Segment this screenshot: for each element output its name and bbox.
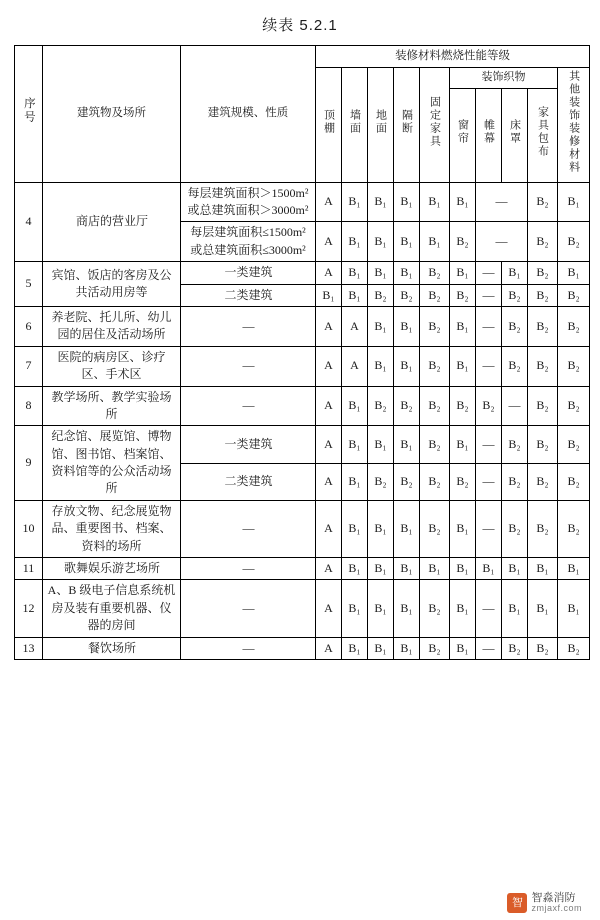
cell-grade: B₂ <box>502 426 528 463</box>
cell-grade: B₁ <box>558 182 590 222</box>
cell-scale: 每层建筑面积＞1500m² 或总建筑面积＞3000m² <box>181 182 316 222</box>
th-floor <box>368 67 394 182</box>
cell-grade: B₁ <box>476 558 502 580</box>
cell-grade: A <box>316 558 342 580</box>
cell-grade: — <box>476 500 502 557</box>
watermark-name: 智淼消防 <box>531 892 576 905</box>
cell-grade: A <box>342 346 368 386</box>
table-row <box>15 386 590 426</box>
cell-grade: — <box>502 386 528 426</box>
cell-seq: 13 <box>15 637 43 659</box>
cell-grade: — <box>476 284 502 306</box>
cell-grade: B₂ <box>420 284 450 306</box>
cell-grade: B₁ <box>450 500 476 557</box>
cell-grade: B₁ <box>502 262 528 284</box>
th-partition <box>394 67 420 182</box>
cell-building: 纪念馆、展览馆、博物馆、图书馆、档案馆、资料馆等的公众活动场所 <box>43 426 181 501</box>
cell-grade: B₂ <box>502 637 528 659</box>
cell-grade: B₁ <box>342 426 368 463</box>
table-row <box>15 262 590 284</box>
table-row <box>15 637 590 659</box>
table-row <box>15 580 590 637</box>
cell-grade: B₁ <box>528 558 558 580</box>
cell-grade: B₁ <box>368 558 394 580</box>
cell-grade: A <box>316 346 342 386</box>
table-row <box>15 306 590 346</box>
cell-grade: B₁ <box>450 580 476 637</box>
cell-grade: — <box>476 426 502 463</box>
cell-grade: B₂ <box>420 426 450 463</box>
th-other-materials <box>558 67 590 182</box>
cell-grade: B₁ <box>394 426 420 463</box>
cell-grade: B₂ <box>528 284 558 306</box>
cell-grade: B₂ <box>528 182 558 222</box>
th-wall <box>342 67 368 182</box>
cell-grade: B₂ <box>502 500 528 557</box>
cell-scale: 二类建筑 <box>181 463 316 500</box>
cell-grade: B₂ <box>368 386 394 426</box>
cell-grade: B₂ <box>420 500 450 557</box>
cell-scale: — <box>181 346 316 386</box>
th-floor-label: 地面 <box>374 108 387 135</box>
cell-grade: B₁ <box>502 580 528 637</box>
cell-grade: B₁ <box>502 558 528 580</box>
cell-grade: A <box>316 222 342 262</box>
cell-grade: A <box>316 306 342 346</box>
cell-grade: B₂ <box>502 306 528 346</box>
cell-grade: B₁ <box>558 580 590 637</box>
cell-grade: B₂ <box>528 222 558 262</box>
th-group-title: 装修材料燃烧性能等级 <box>316 46 590 68</box>
cell-grade: B₁ <box>394 306 420 346</box>
th-ceiling-label: 顶棚 <box>322 108 335 135</box>
cell-seq: 11 <box>15 558 43 580</box>
cell-grade: B₂ <box>420 637 450 659</box>
cell-grade: B₁ <box>420 182 450 222</box>
table-header-row-1 <box>15 46 590 68</box>
cell-grade: B₂ <box>420 262 450 284</box>
cell-scale: — <box>181 637 316 659</box>
cell-grade: B₁ <box>368 426 394 463</box>
cell-grade: B₁ <box>342 222 368 262</box>
cell-grade: B₂ <box>528 262 558 284</box>
cell-grade: B₁ <box>342 386 368 426</box>
cell-scale: — <box>181 386 316 426</box>
cell-grade: B₂ <box>420 306 450 346</box>
cell-grade: B₁ <box>342 558 368 580</box>
cell-grade: B₁ <box>342 463 368 500</box>
cell-grade: B₁ <box>450 182 476 222</box>
cell-grade: B₁ <box>558 262 590 284</box>
cell-grade: A <box>316 463 342 500</box>
th-fixed-furniture <box>420 67 450 182</box>
cell-building: 歌舞娱乐游艺场所 <box>43 558 181 580</box>
cell-seq: 12 <box>15 580 43 637</box>
cell-grade: B₂ <box>368 284 394 306</box>
cell-grade: B₁ <box>368 580 394 637</box>
cell-grade: B₁ <box>420 222 450 262</box>
th-curtain-label: 窗帘 <box>456 119 469 146</box>
cell-grade: B₂ <box>420 386 450 426</box>
th-upholstery <box>528 88 558 182</box>
cell-grade: B₂ <box>394 386 420 426</box>
table-row <box>15 346 590 386</box>
cell-scale: — <box>181 580 316 637</box>
cell-grade: A <box>342 306 368 346</box>
cell-grade: B₂ <box>558 284 590 306</box>
th-partition-label: 隔断 <box>400 108 413 135</box>
cell-grade: B₂ <box>394 284 420 306</box>
cell-grade: B₂ <box>420 346 450 386</box>
cell-grade: B₁ <box>450 637 476 659</box>
th-drapery <box>476 88 502 182</box>
th-other-materials-label: 其他装饰装修材料 <box>567 69 580 174</box>
cell-grade: B₁ <box>342 284 368 306</box>
cell-grade: A <box>316 386 342 426</box>
cell-grade: B₁ <box>558 558 590 580</box>
cell-scale: 二类建筑 <box>181 284 316 306</box>
cell-grade: B₁ <box>528 580 558 637</box>
cell-grade: B₁ <box>368 346 394 386</box>
cell-grade: B₁ <box>368 637 394 659</box>
cell-building: 宾馆、饭店的客房及公共活动用房等 <box>43 262 181 307</box>
cell-building: 养老院、托儿所、幼儿园的居住及活动场所 <box>43 306 181 346</box>
cell-grade: — <box>476 346 502 386</box>
cell-grade: B₁ <box>342 580 368 637</box>
cell-building: 餐饮场所 <box>43 637 181 659</box>
cell-grade: B₂ <box>528 463 558 500</box>
cell-grade: B₂ <box>558 386 590 426</box>
cell-grade: — <box>476 306 502 346</box>
cell-grade: B₂ <box>558 426 590 463</box>
table-row <box>15 426 590 463</box>
cell-grade: B₂ <box>420 580 450 637</box>
cell-grade: B₁ <box>316 284 342 306</box>
cell-grade: B₁ <box>394 222 420 262</box>
cell-grade: B₁ <box>394 558 420 580</box>
cell-grade: B₁ <box>394 637 420 659</box>
cell-seq: 8 <box>15 386 43 426</box>
cell-scale: 一类建筑 <box>181 262 316 284</box>
cell-building: 存放文物、纪念展览物品、重要图书、档案、资料的场所 <box>43 500 181 557</box>
cell-scale: 一类建筑 <box>181 426 316 463</box>
cell-grade: B₂ <box>558 306 590 346</box>
cell-grade: — <box>476 262 502 284</box>
th-seq-label: 序号 <box>22 97 35 125</box>
cell-building: A、B 级电子信息系统机房及装有重要机器、仪器的房间 <box>43 580 181 637</box>
cell-grade: B₂ <box>558 500 590 557</box>
cell-grade: B₂ <box>476 386 502 426</box>
th-fabric-group: 装饰织物 <box>450 67 558 88</box>
cell-grade: B₁ <box>368 306 394 346</box>
cell-grade: — <box>476 580 502 637</box>
cell-grade: B₂ <box>558 222 590 262</box>
th-scale: 建筑规模、性质 <box>181 46 316 183</box>
cell-grade: B₂ <box>420 463 450 500</box>
watermark-url: zmjaxf.com <box>531 903 582 914</box>
cell-grade: B₂ <box>502 463 528 500</box>
cell-grade: A <box>316 426 342 463</box>
cell-scale: — <box>181 306 316 346</box>
cell-scale: — <box>181 558 316 580</box>
cell-grade: B₂ <box>368 463 394 500</box>
cell-grade: B₂ <box>450 284 476 306</box>
fire-rating-table <box>14 45 590 660</box>
cell-grade: B₁ <box>342 500 368 557</box>
cell-grade: A <box>316 182 342 222</box>
cell-grade: B₂ <box>528 500 558 557</box>
table-row <box>15 500 590 557</box>
th-ceiling <box>316 67 342 182</box>
cell-grade: B₂ <box>528 637 558 659</box>
cell-grade: — <box>476 463 502 500</box>
page-title: 续表 5.2.1 <box>262 17 338 34</box>
cell-grade: B₂ <box>558 637 590 659</box>
cell-grade: A <box>316 262 342 284</box>
cell-grade: B₂ <box>528 306 558 346</box>
cell-building: 教学场所、教学实验场所 <box>43 386 181 426</box>
cell-grade: B₁ <box>420 558 450 580</box>
cell-building: 商店的营业厅 <box>43 182 181 262</box>
cell-grade: A <box>316 500 342 557</box>
th-bedspread-label: 床罩 <box>508 119 521 146</box>
table-row <box>15 558 590 580</box>
table-body <box>15 182 590 659</box>
watermark-logo-icon: 智 <box>507 893 527 913</box>
cell-seq: 6 <box>15 306 43 346</box>
watermark-text <box>531 892 582 914</box>
watermark <box>507 892 582 914</box>
table-row <box>15 182 590 222</box>
cell-seq: 9 <box>15 426 43 501</box>
cell-grade: B₁ <box>342 182 368 222</box>
cell-grade: B₁ <box>342 637 368 659</box>
cell-seq: 10 <box>15 500 43 557</box>
cell-scale: 每层建筑面积≤1500m² 或总建筑面积≤3000m² <box>181 222 316 262</box>
cell-grade: B₁ <box>394 346 420 386</box>
th-seq <box>15 46 43 183</box>
cell-grade: B₁ <box>368 182 394 222</box>
cell-grade: B₁ <box>450 426 476 463</box>
cell-grade: B₂ <box>528 346 558 386</box>
th-building: 建筑物及场所 <box>43 46 181 183</box>
th-upholstery-label: 家具包布 <box>536 106 549 159</box>
cell-grade: B₁ <box>368 262 394 284</box>
cell-grade: B₁ <box>450 306 476 346</box>
cell-grade: — <box>476 637 502 659</box>
cell-grade: B₂ <box>450 222 476 262</box>
cell-scale: — <box>181 500 316 557</box>
th-curtain <box>450 88 476 182</box>
th-bedspread <box>502 88 528 182</box>
cell-grade: B₁ <box>394 182 420 222</box>
cell-grade: A <box>316 580 342 637</box>
cell-grade: B₂ <box>394 463 420 500</box>
th-drapery-label: 帷幕 <box>482 119 495 146</box>
cell-grade: B₁ <box>342 262 368 284</box>
cell-grade: B₂ <box>450 386 476 426</box>
cell-grade: B₂ <box>528 386 558 426</box>
cell-seq: 7 <box>15 346 43 386</box>
cell-building: 医院的病房区、诊疗区、手术区 <box>43 346 181 386</box>
cell-grade: B₁ <box>368 222 394 262</box>
cell-grade: B₁ <box>368 500 394 557</box>
cell-grade: A <box>316 637 342 659</box>
cell-seq: 5 <box>15 262 43 307</box>
cell-grade: B₁ <box>450 262 476 284</box>
cell-seq: 4 <box>15 182 43 262</box>
cell-grade: B₁ <box>450 346 476 386</box>
cell-grade: B₁ <box>394 500 420 557</box>
cell-grade: B₂ <box>558 463 590 500</box>
cell-grade: B₂ <box>450 463 476 500</box>
cell-grade: B₂ <box>558 346 590 386</box>
cell-grade: B₁ <box>450 558 476 580</box>
cell-grade: B₂ <box>528 426 558 463</box>
cell-grade: B₂ <box>502 346 528 386</box>
cell-grade: — <box>476 222 528 262</box>
cell-grade: — <box>476 182 528 222</box>
th-wall-label: 墙面 <box>348 108 361 135</box>
th-fixed-furniture-label: 固定家具 <box>428 95 441 148</box>
cell-grade: B₂ <box>502 284 528 306</box>
cell-grade: B₁ <box>394 262 420 284</box>
cell-grade: B₁ <box>394 580 420 637</box>
